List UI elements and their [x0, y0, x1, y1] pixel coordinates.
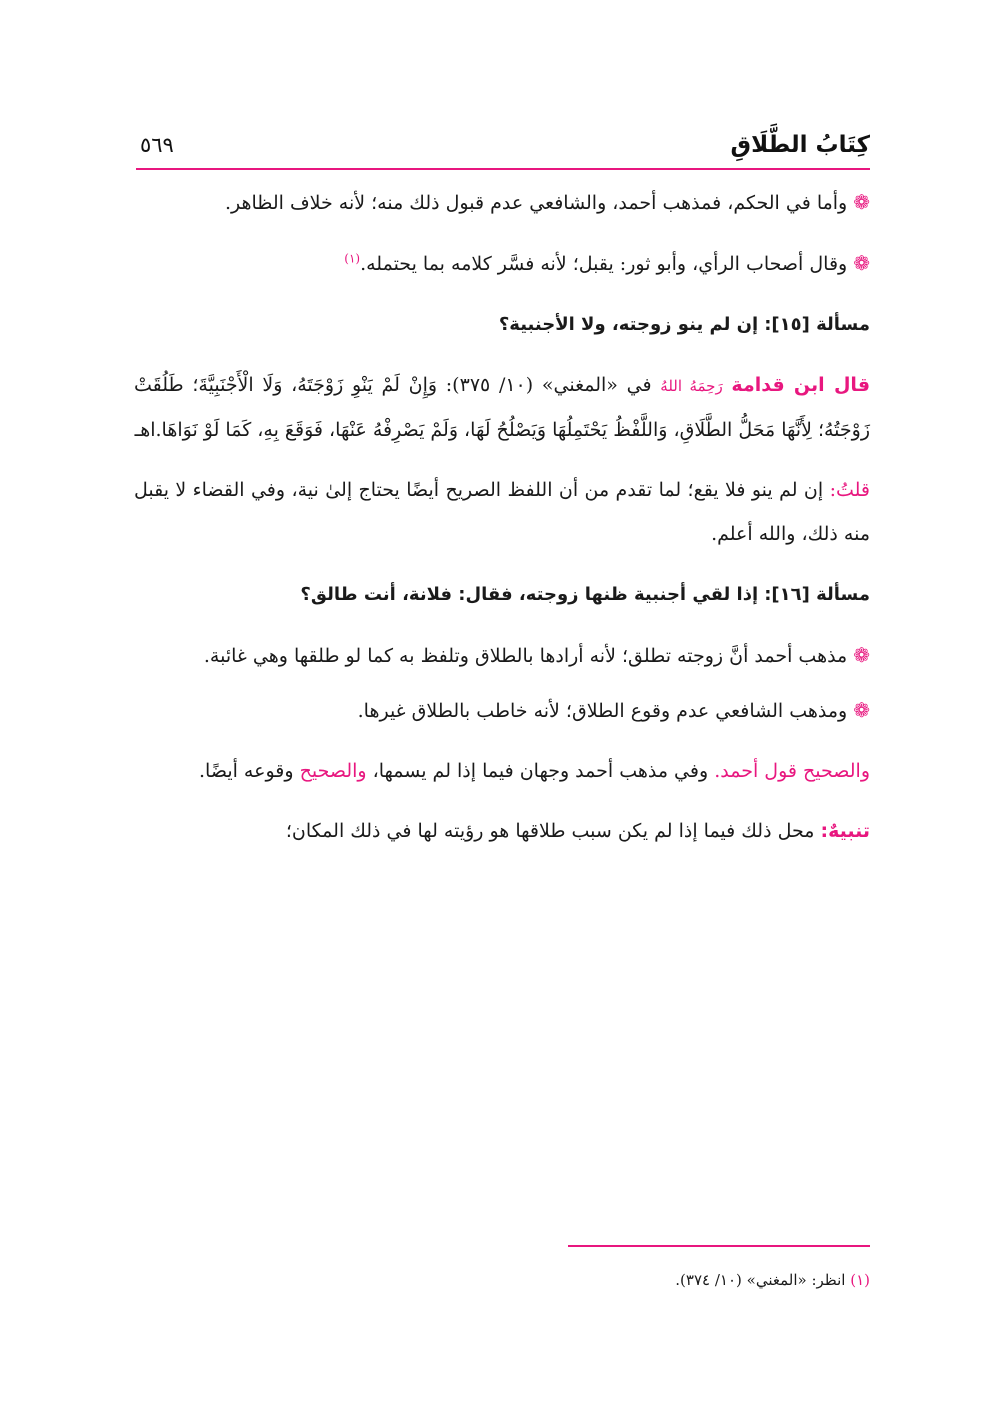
- honorific: رَحِمَهُ اللهُ: [660, 377, 723, 395]
- quote-end-mark: اهـ: [134, 419, 156, 441]
- note-label: تنبيهٌ:: [820, 820, 870, 842]
- ibn-qudama-quote: [134, 363, 870, 452]
- flower-ornament-icon: ❁: [853, 698, 870, 722]
- footnote-divider: [568, 1245, 870, 1247]
- paragraph-text: مذهب أحمد أنَّ زوجته تطلق؛ لأنه أرادها بالطلاق وتلفظ به كما لو طلقها وهي غائبة.: [203, 645, 848, 667]
- footnote-text: انظر: «المغني» (١٠/ ٣٧٤).: [675, 1271, 846, 1289]
- paragraph-text: وقال أصحاب الرأي، وأبو ثور: يقبل؛ لأنه فسَّر كلامه بما يحتمله.: [360, 253, 848, 275]
- page-body: [134, 180, 870, 869]
- paragraph-ruling-judgment: [134, 180, 870, 225]
- author-comment-label: قلتُ:: [829, 479, 870, 501]
- page-header: [140, 128, 870, 162]
- issue-15-heading: [134, 302, 870, 347]
- footnote-reference[interactable]: (١): [344, 251, 361, 266]
- issue-label: مسألة [١٥]:: [764, 314, 870, 335]
- paragraph-text: وقوعه أيضًا.: [199, 760, 294, 782]
- quote-text: وَإِنْ لَمْ يَنْوِ زَوْجَتَهُ، وَلَا الْأَجْنَبِيَّةَ؛ طَلُقَتْ زَوْجَتُهُ؛ لِأَنَّهَا مَحَلُّ الطَّلَاقِ، وَاللَّفْظُ يَحْتَمِلُهَا وَيَصْلُحُ لَهَا، وَلَمْ يَصْرِفْهُ عَنْهَا، فَوَقَعَ بِهِ، كَمَا لَوْ نَوَاهَا.: [134, 374, 870, 441]
- paragraph-preferred-view: [134, 749, 870, 793]
- paragraph-text: محل ذلك فيما إذا لم يكن سبب طلاقها هو رؤيته لها في ذلك المكان؛: [285, 820, 815, 842]
- author-comment: [134, 468, 870, 556]
- footnote: [134, 1268, 870, 1292]
- page-number: ٥٦٩: [140, 133, 174, 157]
- chapter-title: كِتَابُ الطَّلَاقِ: [730, 132, 870, 158]
- paragraph-text: وأما في الحكم، فمذهب أحمد، والشافعي عدم قبول ذلك منه؛ لأنه خلاف الظاهر.: [224, 192, 848, 214]
- flower-ornament-icon: ❁: [853, 251, 870, 275]
- paragraph-ahl-al-ray: [134, 241, 870, 286]
- paragraph-text: ومذهب الشافعي عدم وقوع الطلاق؛ لأنه خاطب بالطلاق غيرها.: [357, 700, 848, 722]
- paragraph-text: وفي مذهب أحمد وجهان فيما إذا لم يسمها،: [372, 760, 709, 782]
- preferred-view-label: والصحيح قول أحمد.: [714, 760, 870, 782]
- header-divider: [136, 168, 870, 170]
- paragraph-text: إن لم ينو فلا يقع؛ لما تقدم من أن اللفظ الصريح أيضًا يحتاج إلىٰ نية، وفي القضاء لا يقبل منه ذلك، والله أعلم.: [134, 479, 870, 545]
- issue-label: مسألة [١٦]:: [764, 584, 870, 605]
- quoted-scholar: قال ابن قدامة: [731, 374, 871, 396]
- issue-title: إن لم ينو زوجته، ولا الأجنبية؟: [498, 314, 759, 335]
- flower-ornament-icon: ❁: [853, 190, 870, 214]
- flower-ornament-icon: ❁: [853, 643, 870, 667]
- issue-16-heading: [134, 572, 870, 617]
- footnote-number: (١): [850, 1271, 870, 1289]
- paragraph-ahmad-view: [134, 633, 870, 678]
- paragraph-note: [134, 809, 870, 853]
- paragraph-shafii-view: [134, 688, 870, 733]
- preferred-view-label: والصحيح: [299, 760, 367, 782]
- quote-source: في «المغني» (١٠/ ٣٧٥):: [445, 374, 652, 396]
- issue-title: إذا لقي أجنبية ظنها زوجته، فقال: فلانة، أنت طالق؟: [300, 584, 759, 605]
